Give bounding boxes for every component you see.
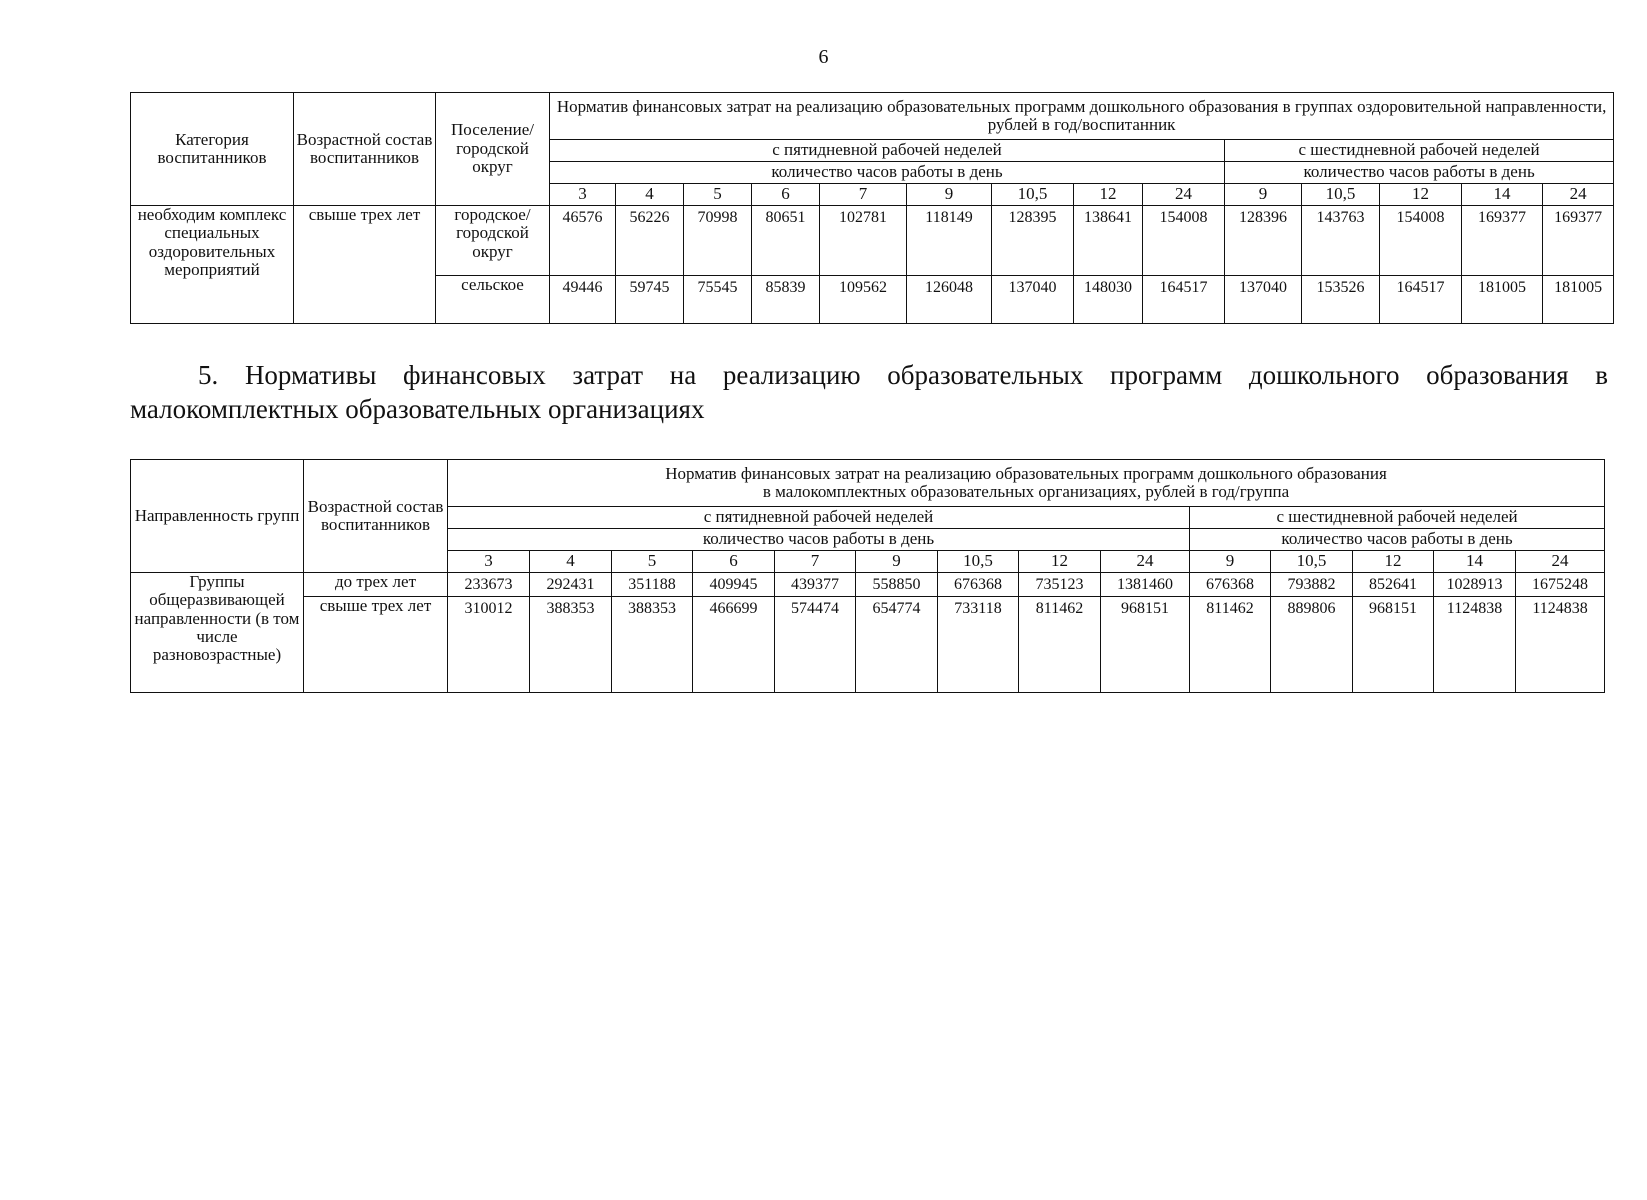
- value-cell: 733118: [938, 597, 1019, 693]
- header-main: [448, 460, 1605, 507]
- age-cell: свыше трех лет: [294, 206, 436, 324]
- hours-cell: 7: [820, 184, 907, 206]
- value-cell: 852641: [1353, 573, 1434, 597]
- hours-cell: 12: [1019, 551, 1101, 573]
- hours-cell: 9: [856, 551, 938, 573]
- category-cell: необходим комплекс специальных оздоровительных мероприятий: [131, 206, 294, 324]
- value-cell: 143763: [1302, 206, 1380, 276]
- hours-cell: 12: [1074, 184, 1143, 206]
- value-cell: 169377: [1462, 206, 1543, 276]
- hours-cell: 24: [1543, 184, 1614, 206]
- section-heading-line1: [130, 358, 1608, 392]
- header-hours-six: количество часов работы в день: [1190, 529, 1605, 551]
- value-cell: 59745: [616, 276, 684, 324]
- hours-cell: 9: [1190, 551, 1271, 573]
- value-cell: 118149: [907, 206, 992, 276]
- value-cell: 148030: [1074, 276, 1143, 324]
- hours-cell: 10,5: [938, 551, 1019, 573]
- hours-cell: 12: [1380, 184, 1462, 206]
- value-cell: 558850: [856, 573, 938, 597]
- table-row: [131, 206, 1614, 276]
- hours-cell: 3: [550, 184, 616, 206]
- hours-cell: 4: [530, 551, 612, 573]
- value-cell: 409945: [693, 573, 775, 597]
- col-header-settlement: Поселение/ городской округ: [436, 93, 550, 206]
- section-number: 5.: [198, 360, 219, 390]
- value-cell: 889806: [1271, 597, 1353, 693]
- value-cell: 292431: [530, 573, 612, 597]
- value-cell: 137040: [992, 276, 1074, 324]
- value-cell: 164517: [1380, 276, 1462, 324]
- value-cell: 439377: [775, 573, 856, 597]
- value-cell: 49446: [550, 276, 616, 324]
- value-cell: 811462: [1019, 597, 1101, 693]
- value-cell: 388353: [612, 597, 693, 693]
- header-six-day: с шестидневной рабочей неделей: [1190, 507, 1605, 529]
- page-number: 6: [818, 46, 829, 68]
- section-heading: [130, 358, 1608, 426]
- header-main-line2: в малокомплектных образовательных организациях, рублей в год/группа: [762, 482, 1290, 501]
- value-cell: 388353: [530, 597, 612, 693]
- hours-cell: 12: [1353, 551, 1434, 573]
- small-orgs-cost-table: [130, 459, 1605, 693]
- value-cell: 85839: [752, 276, 820, 324]
- hours-cell: 10,5: [1271, 551, 1353, 573]
- value-cell: 466699: [693, 597, 775, 693]
- value-cell: 1675248: [1516, 573, 1605, 597]
- value-cell: 1028913: [1434, 573, 1516, 597]
- value-cell: 70998: [684, 206, 752, 276]
- value-cell: 154008: [1380, 206, 1462, 276]
- table-row: [131, 597, 1605, 693]
- value-cell: 181005: [1543, 276, 1614, 324]
- hours-cell: 10,5: [992, 184, 1074, 206]
- value-cell: 46576: [550, 206, 616, 276]
- direction-cell: Группы общеразвивающей направленности (в том числе разновозрастные): [131, 573, 304, 693]
- header-five-day: с пятидневной рабочей неделей: [448, 507, 1190, 529]
- hours-cell: 4: [616, 184, 684, 206]
- value-cell: 1381460: [1101, 573, 1190, 597]
- value-cell: 351188: [612, 573, 693, 597]
- value-cell: 310012: [448, 597, 530, 693]
- health-groups-cost-table: [130, 92, 1614, 324]
- hours-cell: 5: [684, 184, 752, 206]
- value-cell: 574474: [775, 597, 856, 693]
- value-cell: 735123: [1019, 573, 1101, 597]
- value-cell: 968151: [1353, 597, 1434, 693]
- hours-cell: 24: [1143, 184, 1225, 206]
- settlement-cell: сельское: [436, 276, 550, 324]
- hours-cell: 24: [1101, 551, 1190, 573]
- value-cell: 1124838: [1516, 597, 1605, 693]
- value-cell: 109562: [820, 276, 907, 324]
- value-cell: 154008: [1143, 206, 1225, 276]
- hours-cell: 6: [693, 551, 775, 573]
- value-cell: 102781: [820, 206, 907, 276]
- value-cell: 153526: [1302, 276, 1380, 324]
- value-cell: 80651: [752, 206, 820, 276]
- header-six-day: с шестидневной рабочей неделей: [1225, 140, 1614, 162]
- hours-cell: 24: [1516, 551, 1605, 573]
- value-cell: 164517: [1143, 276, 1225, 324]
- value-cell: 128396: [1225, 206, 1302, 276]
- hours-cell: 7: [775, 551, 856, 573]
- hours-cell: 14: [1462, 184, 1543, 206]
- value-cell: 138641: [1074, 206, 1143, 276]
- value-cell: 793882: [1271, 573, 1353, 597]
- header-main-line1: Норматив финансовых затрат на реализацию образовательных программ дошкольного образования: [665, 463, 1387, 483]
- hours-cell: 3: [448, 551, 530, 573]
- hours-cell: 6: [752, 184, 820, 206]
- value-cell: 181005: [1462, 276, 1543, 324]
- value-cell: 137040: [1225, 276, 1302, 324]
- value-cell: 233673: [448, 573, 530, 597]
- age-cell: до трех лет: [304, 573, 448, 597]
- hours-cell: 14: [1434, 551, 1516, 573]
- settlement-cell: городское/ городской округ: [436, 206, 550, 276]
- header-hours-five: количество часов работы в день: [550, 162, 1225, 184]
- table-row: [131, 573, 1605, 597]
- hours-cell: 9: [907, 184, 992, 206]
- value-cell: 128395: [992, 206, 1074, 276]
- value-cell: 1124838: [1434, 597, 1516, 693]
- value-cell: 654774: [856, 597, 938, 693]
- value-cell: 75545: [684, 276, 752, 324]
- hours-cell: 5: [612, 551, 693, 573]
- section-title-line1: Нормативы финансовых затрат на реализацию образовательных программ дошкольного образования в: [244, 360, 1608, 390]
- age-cell: свыше трех лет: [304, 597, 448, 693]
- value-cell: 676368: [1190, 573, 1271, 597]
- header-five-day: с пятидневной рабочей неделей: [550, 140, 1225, 162]
- value-cell: 56226: [616, 206, 684, 276]
- value-cell: 169377: [1543, 206, 1614, 276]
- value-cell: 811462: [1190, 597, 1271, 693]
- col-header-direction: Направленность групп: [131, 460, 304, 573]
- header-main: Норматив финансовых затрат на реализацию образовательных программ дошкольного образования в группах оздоровительной направленности, рублей в год/воспитанник: [550, 93, 1614, 140]
- header-hours-five: количество часов работы в день: [448, 529, 1190, 551]
- col-header-age: Возрастной состав воспитанников: [304, 460, 448, 573]
- value-cell: 968151: [1101, 597, 1190, 693]
- col-header-category: Категория воспитанников: [131, 93, 294, 206]
- hours-cell: 10,5: [1302, 184, 1380, 206]
- hours-cell: 9: [1225, 184, 1302, 206]
- header-hours-six: количество часов работы в день: [1225, 162, 1614, 184]
- value-cell: 676368: [938, 573, 1019, 597]
- value-cell: 126048: [907, 276, 992, 324]
- section-title-line2: малокомплектных образовательных организациях: [130, 394, 705, 424]
- col-header-age: Возрастной состав воспитанников: [294, 93, 436, 206]
